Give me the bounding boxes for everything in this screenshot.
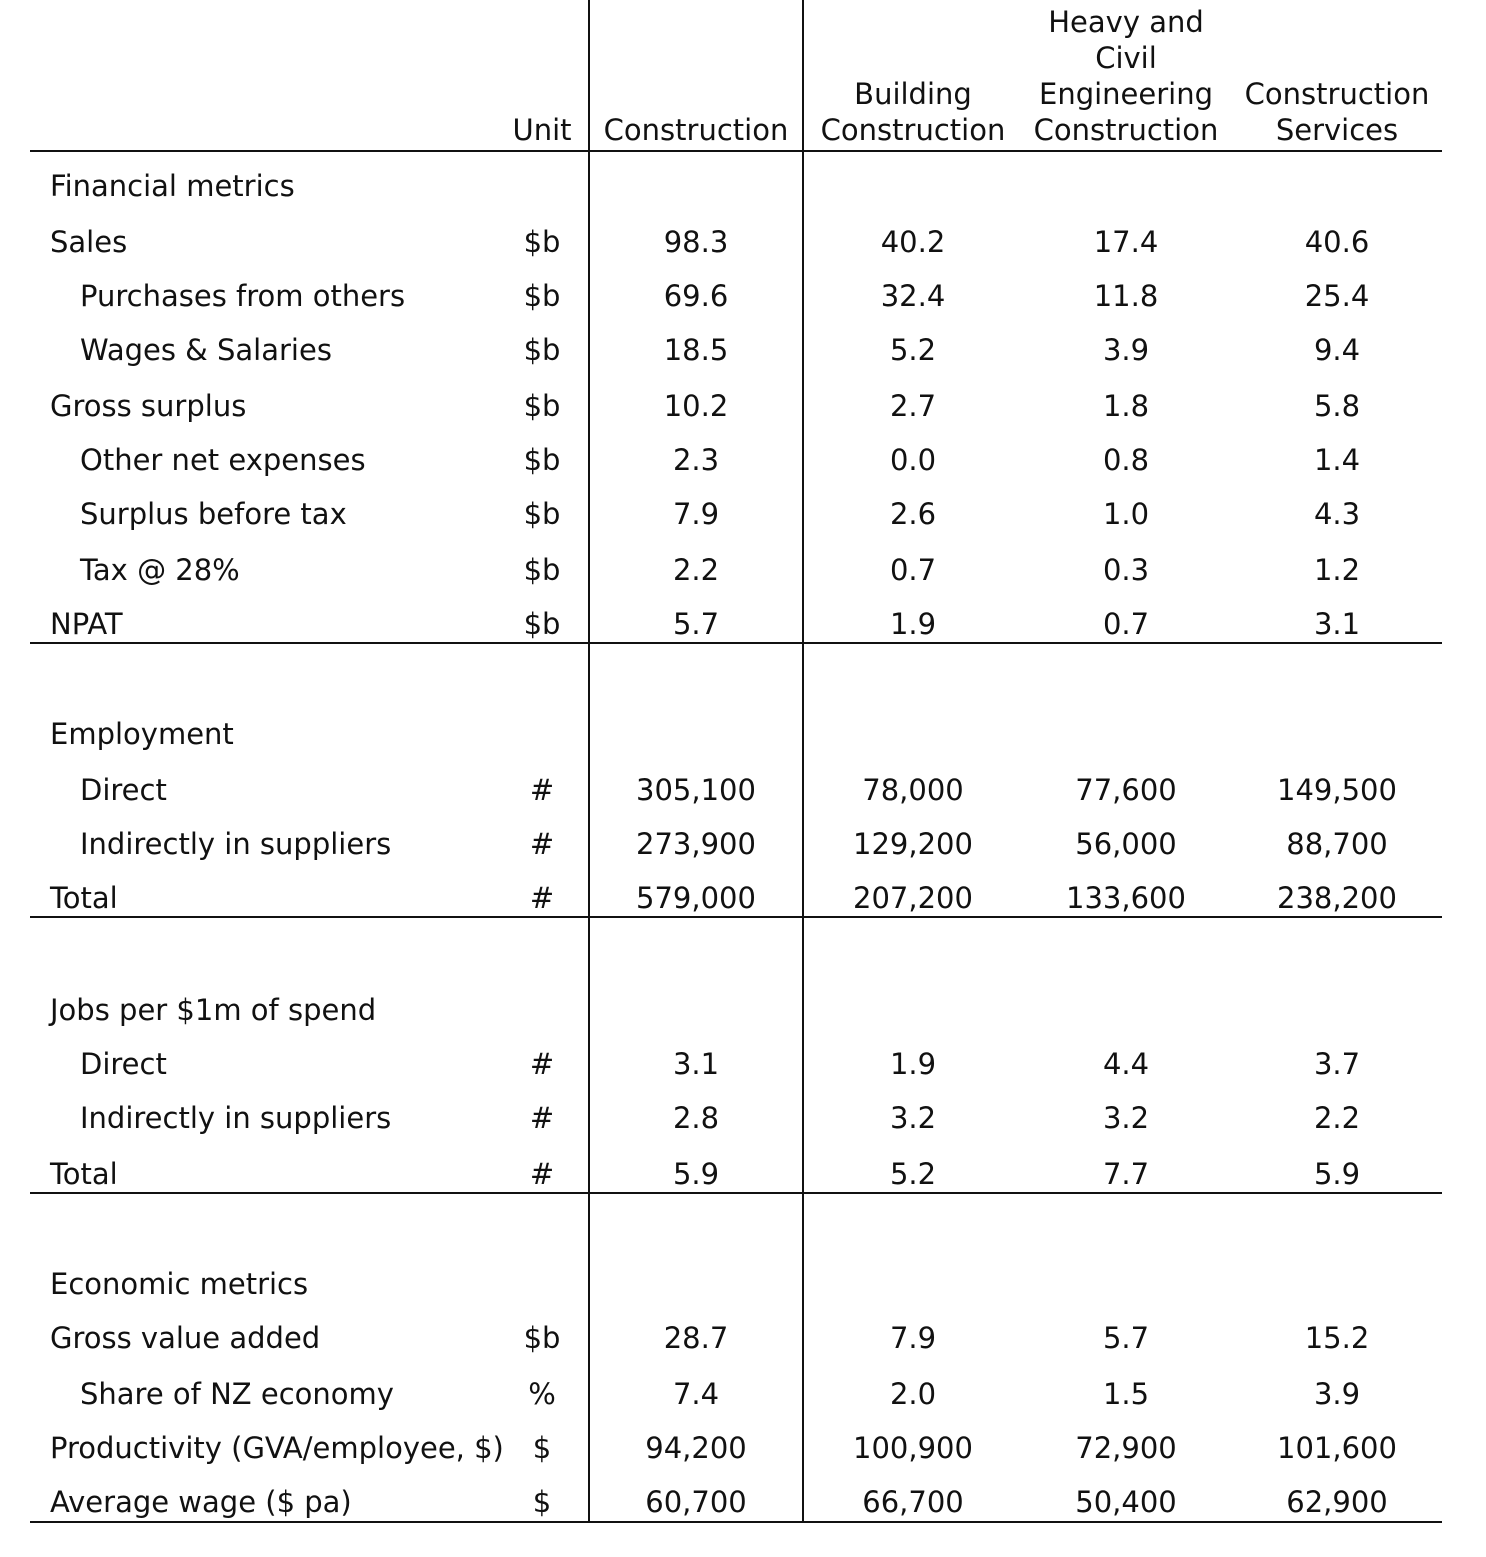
- cell-construction-services: 25.4: [1304, 279, 1370, 313]
- cell-building-construction: 100,900: [853, 1431, 973, 1465]
- column-header-building-construction: Building Construction: [820, 77, 1006, 147]
- row-label: Other net expenses: [80, 443, 366, 477]
- cell-construction-services: 2.2: [1313, 1101, 1361, 1135]
- row-unit: $b: [523, 389, 561, 423]
- row-label: Wages & Salaries: [80, 333, 332, 367]
- row-label: Indirectly in suppliers: [80, 1101, 392, 1135]
- cell-construction-services: 1.4: [1313, 443, 1361, 477]
- row-unit: $b: [523, 443, 561, 477]
- cell-construction: 60,700: [645, 1485, 747, 1519]
- row-label: Total: [50, 881, 118, 915]
- cell-building-construction: 1.9: [889, 607, 937, 641]
- cell-construction: 273,900: [636, 827, 756, 861]
- cell-building-construction: 129,200: [853, 827, 973, 861]
- cell-heavy-civil: 5.7: [1102, 1321, 1150, 1355]
- cell-construction: 2.8: [672, 1101, 720, 1135]
- cell-construction: 28.7: [663, 1321, 729, 1355]
- row-unit: $b: [523, 553, 561, 587]
- cell-heavy-civil: 77,600: [1075, 773, 1177, 807]
- row-label: Direct: [80, 773, 167, 807]
- row-label: Gross value added: [50, 1321, 321, 1355]
- section-title-jobs-per-spend: Jobs per $1m of spend: [50, 993, 377, 1027]
- cell-building-construction: 2.7: [889, 389, 937, 423]
- cell-building-construction: 7.9: [889, 1321, 937, 1355]
- cell-heavy-civil: 0.7: [1102, 607, 1150, 641]
- row-unit: $b: [523, 225, 561, 259]
- cell-heavy-civil: 17.4: [1093, 225, 1159, 259]
- row-unit: $: [532, 1431, 552, 1465]
- cell-construction-services: 5.8: [1313, 389, 1361, 423]
- section-title-financial-metrics: Financial metrics: [50, 169, 295, 203]
- row-unit: #: [529, 827, 555, 861]
- row-unit: #: [529, 1101, 555, 1135]
- cell-construction: 579,000: [636, 881, 756, 915]
- cell-heavy-civil: 4.4: [1102, 1047, 1150, 1081]
- column-header-construction: Construction: [603, 113, 789, 147]
- cell-heavy-civil: 7.7: [1102, 1157, 1150, 1191]
- cell-construction: 18.5: [663, 333, 729, 367]
- row-unit: %: [528, 1377, 556, 1411]
- cell-construction: 3.1: [672, 1047, 720, 1081]
- cell-construction: 98.3: [663, 225, 729, 259]
- row-unit: #: [529, 1047, 555, 1081]
- column-header-construction-services: Construction Services: [1244, 77, 1430, 147]
- cell-heavy-civil: 3.9: [1102, 333, 1150, 367]
- cell-construction-services: 3.9: [1313, 1377, 1361, 1411]
- cell-construction: 305,100: [636, 773, 756, 807]
- cell-heavy-civil: 1.0: [1102, 497, 1150, 531]
- cell-heavy-civil: 50,400: [1075, 1485, 1177, 1519]
- row-unit: #: [529, 881, 555, 915]
- cell-heavy-civil: 1.5: [1102, 1377, 1150, 1411]
- cell-heavy-civil: 0.8: [1102, 443, 1150, 477]
- row-unit: #: [529, 1157, 555, 1191]
- cell-building-construction: 5.2: [889, 1157, 937, 1191]
- cell-construction-services: 149,500: [1277, 773, 1397, 807]
- row-unit: #: [529, 773, 555, 807]
- cell-building-construction: 40.2: [880, 225, 946, 259]
- section-title-employment: Employment: [50, 717, 234, 751]
- row-label: Total: [50, 1157, 118, 1191]
- cell-construction-services: 101,600: [1277, 1431, 1397, 1465]
- cell-construction: 5.9: [672, 1157, 720, 1191]
- row-label: Indirectly in suppliers: [80, 827, 392, 861]
- cell-heavy-civil: 3.2: [1102, 1101, 1150, 1135]
- column-header-heavy-civil-engineering: Heavy and Civil Engineering Construction: [1033, 5, 1219, 147]
- section-title-economic-metrics: Economic metrics: [50, 1267, 309, 1301]
- cell-construction: 2.3: [672, 443, 720, 477]
- row-label: Direct: [80, 1047, 167, 1081]
- cell-building-construction: 2.6: [889, 497, 937, 531]
- cell-construction-services: 88,700: [1286, 827, 1388, 861]
- cell-heavy-civil: 0.3: [1102, 553, 1150, 587]
- row-unit: $b: [523, 279, 561, 313]
- cell-construction: 7.4: [672, 1377, 720, 1411]
- cell-building-construction: 2.0: [889, 1377, 937, 1411]
- cell-construction-services: 62,900: [1286, 1485, 1388, 1519]
- header-rule: [30, 150, 1442, 152]
- row-unit: $: [532, 1485, 552, 1519]
- row-label: Gross surplus: [50, 389, 247, 423]
- cell-building-construction: 78,000: [862, 773, 964, 807]
- cell-heavy-civil: 56,000: [1075, 827, 1177, 861]
- cell-building-construction: 0.7: [889, 553, 937, 587]
- row-label: Average wage ($ pa): [50, 1485, 352, 1519]
- row-unit: $b: [523, 1321, 561, 1355]
- cell-construction: 10.2: [663, 389, 729, 423]
- cell-construction: 7.9: [672, 497, 720, 531]
- cell-heavy-civil: 72,900: [1075, 1431, 1177, 1465]
- cell-building-construction: 3.2: [889, 1101, 937, 1135]
- cell-building-construction: 207,200: [853, 881, 973, 915]
- cell-construction-services: 3.1: [1313, 607, 1361, 641]
- cell-construction-services: 238,200: [1277, 881, 1397, 915]
- row-unit: $b: [523, 497, 561, 531]
- cell-construction-services: 15.2: [1304, 1321, 1370, 1355]
- row-unit: $b: [523, 607, 561, 641]
- row-label: Share of NZ economy: [80, 1377, 394, 1411]
- cell-construction: 5.7: [672, 607, 720, 641]
- cell-building-construction: 32.4: [880, 279, 946, 313]
- cell-construction-services: 3.7: [1313, 1047, 1361, 1081]
- cell-construction-services: 1.2: [1313, 553, 1361, 587]
- row-label: Purchases from others: [80, 279, 406, 313]
- cell-building-construction: 0.0: [889, 443, 937, 477]
- row-label: NPAT: [50, 607, 123, 641]
- cell-building-construction: 1.9: [889, 1047, 937, 1081]
- cell-construction-services: 5.9: [1313, 1157, 1361, 1191]
- cell-building-construction: 66,700: [862, 1485, 964, 1519]
- cell-heavy-civil: 1.8: [1102, 389, 1150, 423]
- cell-construction-services: 4.3: [1313, 497, 1361, 531]
- cell-construction-services: 9.4: [1313, 333, 1361, 367]
- row-label: Tax @ 28%: [80, 553, 240, 587]
- cell-building-construction: 5.2: [889, 333, 937, 367]
- cell-construction: 2.2: [672, 553, 720, 587]
- row-unit: $b: [523, 333, 561, 367]
- row-label: Sales: [50, 225, 128, 259]
- cell-construction: 69.6: [663, 279, 729, 313]
- column-header-unit: Unit: [512, 113, 572, 147]
- row-label: Productivity (GVA/employee, $): [50, 1431, 504, 1465]
- cell-construction: 94,200: [645, 1431, 747, 1465]
- cell-heavy-civil: 11.8: [1093, 279, 1159, 313]
- row-label: Surplus before tax: [80, 497, 347, 531]
- cell-heavy-civil: 133,600: [1066, 881, 1186, 915]
- cell-construction-services: 40.6: [1304, 225, 1370, 259]
